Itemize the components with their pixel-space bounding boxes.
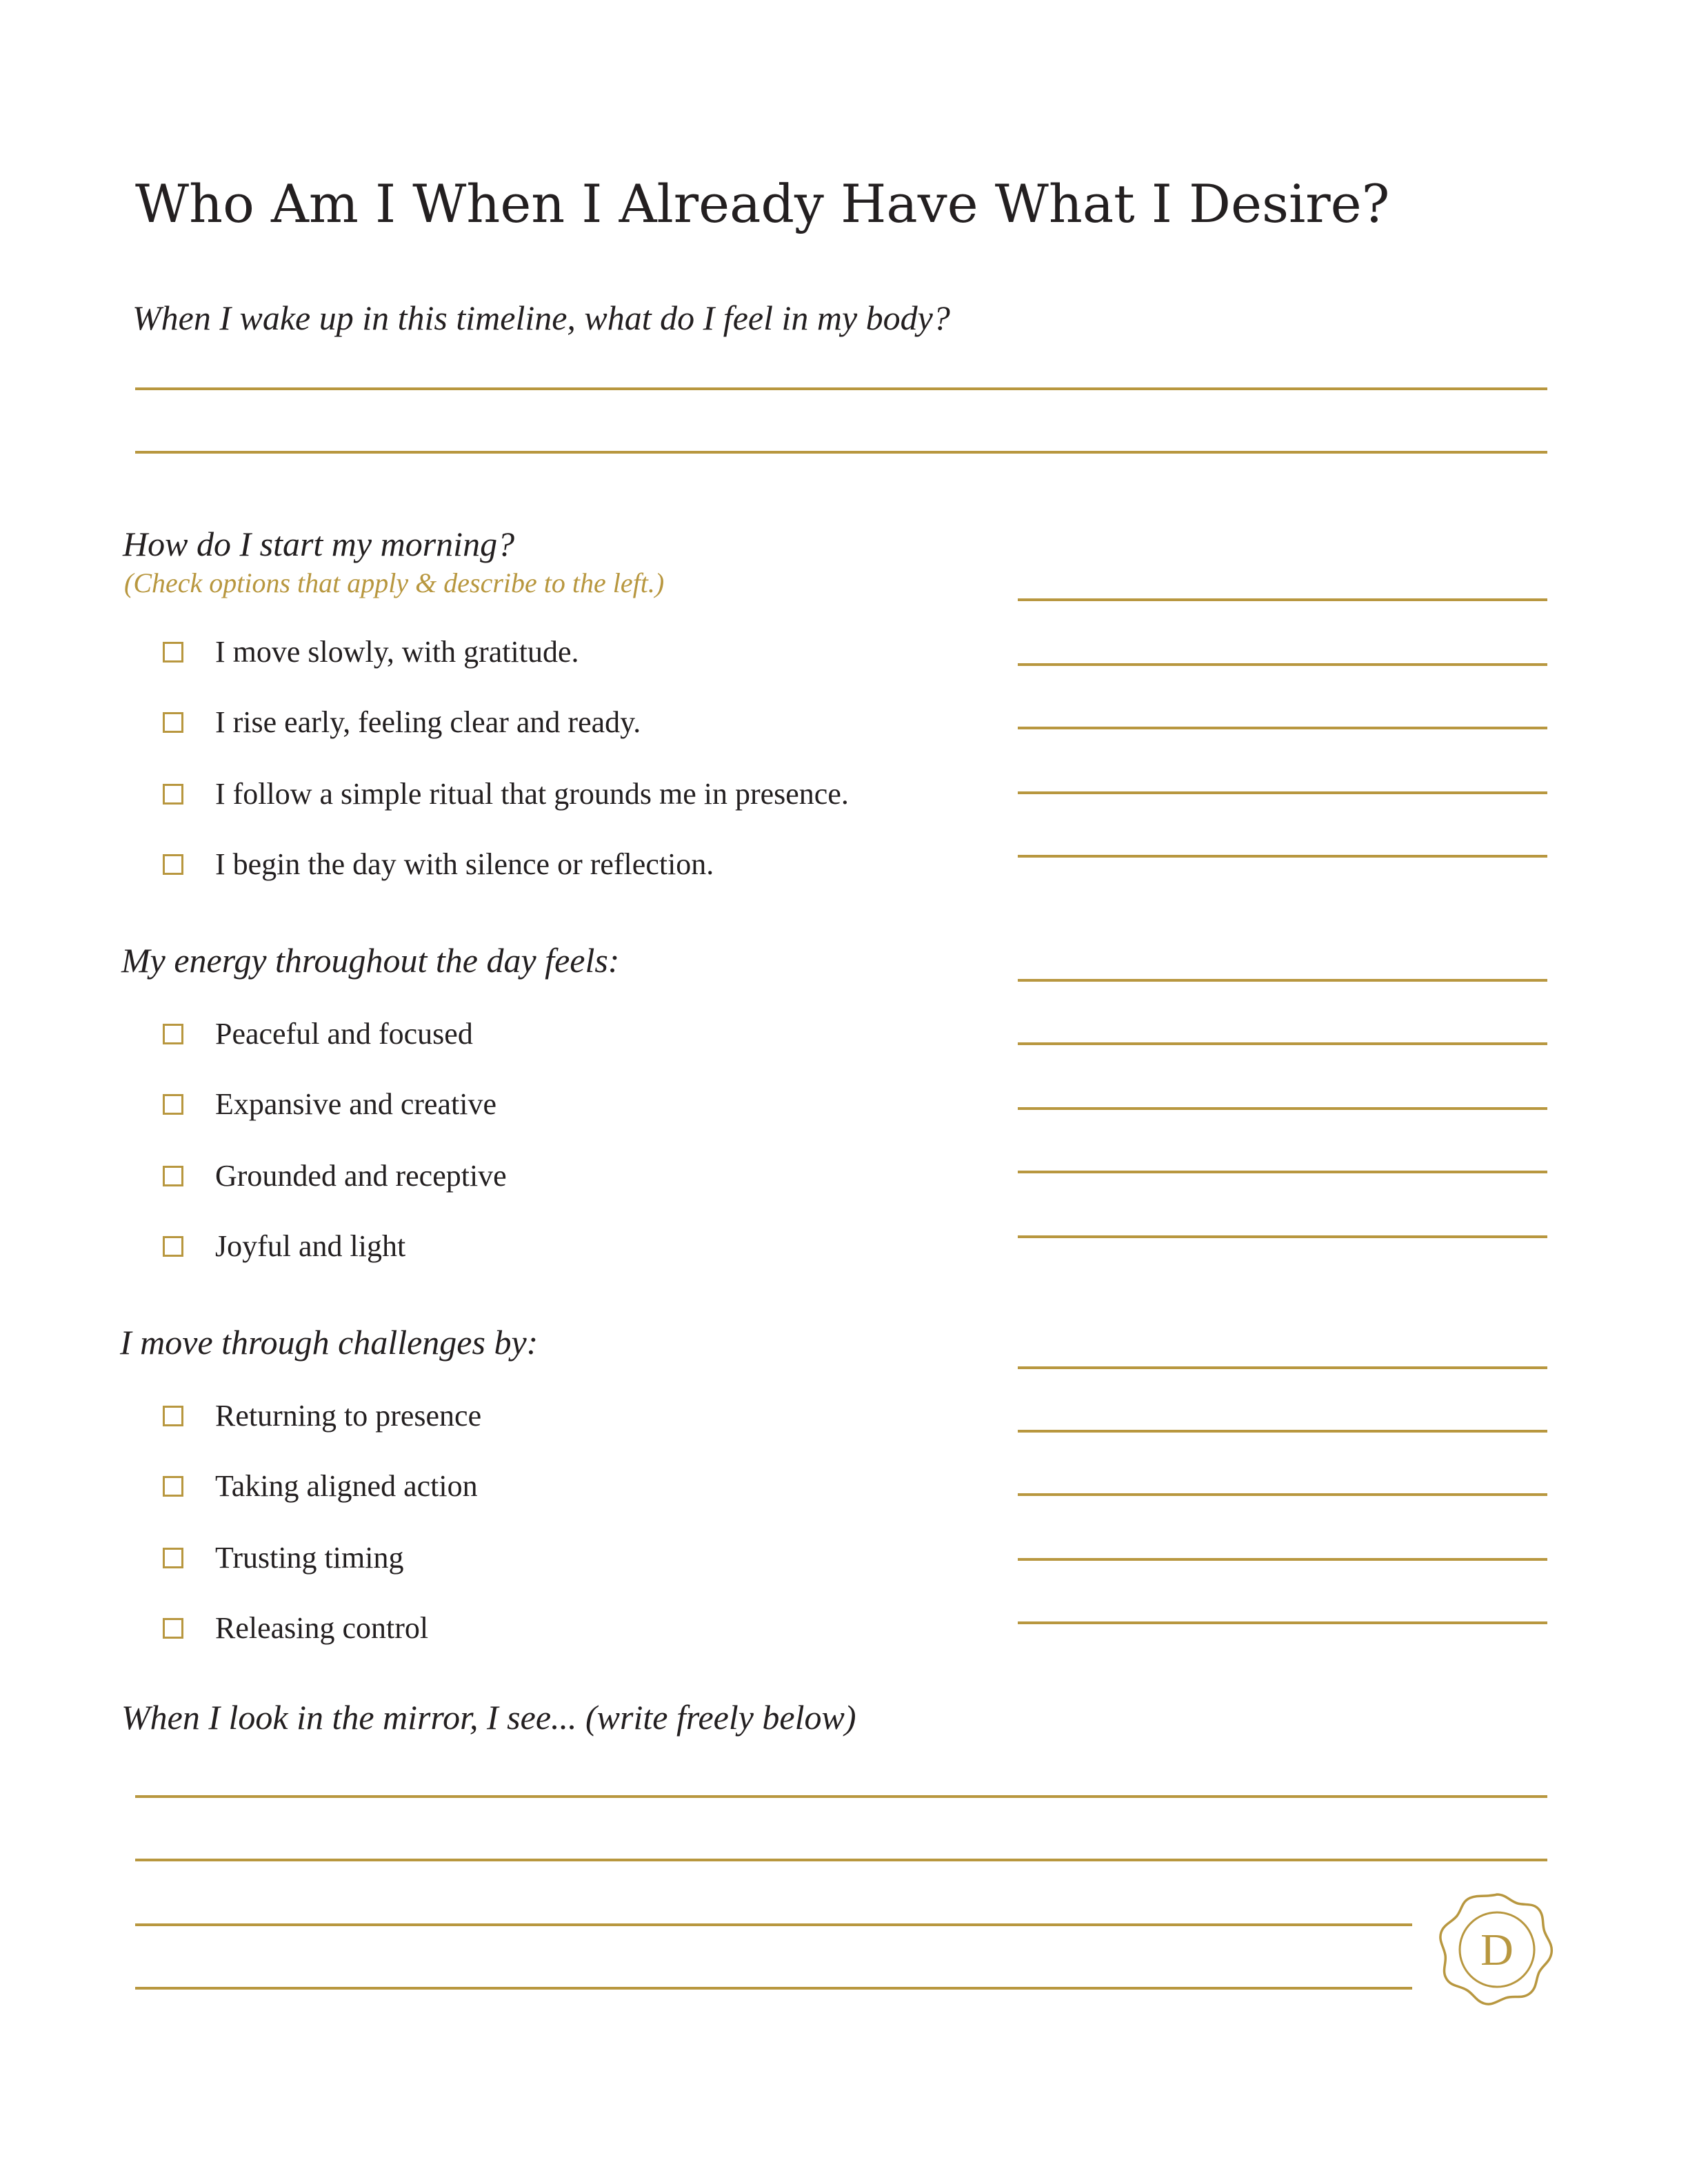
morning-describe-line[interactable] [1018,791,1547,794]
challenges-option-label: Taking aligned action [215,1469,478,1503]
challenges-option-label: Trusting timing [215,1541,404,1575]
morning-heading: How do I start my morning? [123,525,515,563]
checkbox[interactable] [163,784,183,805]
body-feeling-question: When I wake up in this timeline, what do I feel in my body? [132,299,950,337]
challenges-option-label: Returning to presence [215,1399,482,1433]
morning-option-label: I follow a simple ritual that grounds me in presence. [215,777,849,811]
energy-describe-line[interactable] [1018,979,1547,982]
energy-describe-line[interactable] [1018,1171,1547,1173]
checkbox[interactable] [163,1094,183,1115]
energy-option-label: Expansive and creative [215,1087,497,1121]
morning-option-label: I begin the day with silence or reflection. [215,847,714,881]
energy-option[interactable] [163,1085,496,1124]
body-feeling-answer-line-1[interactable] [135,387,1547,390]
morning-describe-line[interactable] [1018,855,1547,858]
wax-seal-icon [1438,1890,1556,2008]
challenges-option[interactable] [163,1609,428,1648]
checkbox[interactable] [163,1166,183,1186]
checkbox[interactable] [163,1476,183,1497]
checkbox[interactable] [163,1618,183,1639]
seal-letter: D [1480,1925,1514,1975]
checkbox[interactable] [163,642,183,663]
checkbox[interactable] [163,1236,183,1257]
morning-option[interactable] [163,775,849,813]
morning-describe-line[interactable] [1018,598,1547,601]
checkbox[interactable] [163,1548,183,1568]
energy-describe-line[interactable] [1018,1107,1547,1110]
mirror-answer-line[interactable] [135,1987,1412,1990]
challenges-describe-line[interactable] [1018,1430,1547,1433]
energy-option-label: Grounded and receptive [215,1159,507,1193]
challenges-heading: I move through challenges by: [120,1323,539,1362]
challenges-option-label: Releasing control [215,1611,429,1645]
morning-instructions: (Check options that apply & describe to the left.) [124,567,665,598]
morning-option-label: I rise early, feeling clear and ready. [215,705,641,739]
mirror-answer-line[interactable] [135,1923,1412,1926]
checkbox[interactable] [163,712,183,733]
mirror-answer-line[interactable] [135,1859,1547,1861]
energy-option-label: Peaceful and focused [215,1017,473,1051]
morning-option[interactable] [163,703,641,742]
page-title: Who Am I When I Already Have What I Desire? [135,173,1390,234]
challenges-option[interactable] [163,1467,478,1506]
checkbox[interactable] [163,1024,183,1044]
morning-option[interactable] [163,845,714,884]
morning-option-label: I move slowly, with gratitude. [215,635,579,669]
mirror-answer-line[interactable] [135,1795,1547,1798]
energy-option[interactable] [163,1227,405,1266]
challenges-describe-line[interactable] [1018,1621,1547,1624]
energy-heading: My energy throughout the day feels: [121,941,620,980]
energy-option-label: Joyful and light [215,1229,406,1263]
checkbox[interactable] [163,854,183,875]
challenges-describe-line[interactable] [1018,1558,1547,1561]
challenges-describe-line[interactable] [1018,1493,1547,1496]
energy-option[interactable] [163,1157,507,1195]
morning-option[interactable] [163,633,579,671]
morning-describe-line[interactable] [1018,663,1547,666]
mirror-question: When I look in the mirror, I see... (write freely below) [121,1698,856,1737]
body-feeling-answer-line-2[interactable] [135,451,1547,454]
energy-describe-line[interactable] [1018,1042,1547,1045]
challenges-option[interactable] [163,1539,403,1577]
energy-option[interactable] [163,1015,473,1053]
challenges-describe-line[interactable] [1018,1366,1547,1369]
morning-describe-line[interactable] [1018,727,1547,729]
checkbox[interactable] [163,1406,183,1426]
energy-describe-line[interactable] [1018,1235,1547,1238]
challenges-option[interactable] [163,1397,481,1435]
